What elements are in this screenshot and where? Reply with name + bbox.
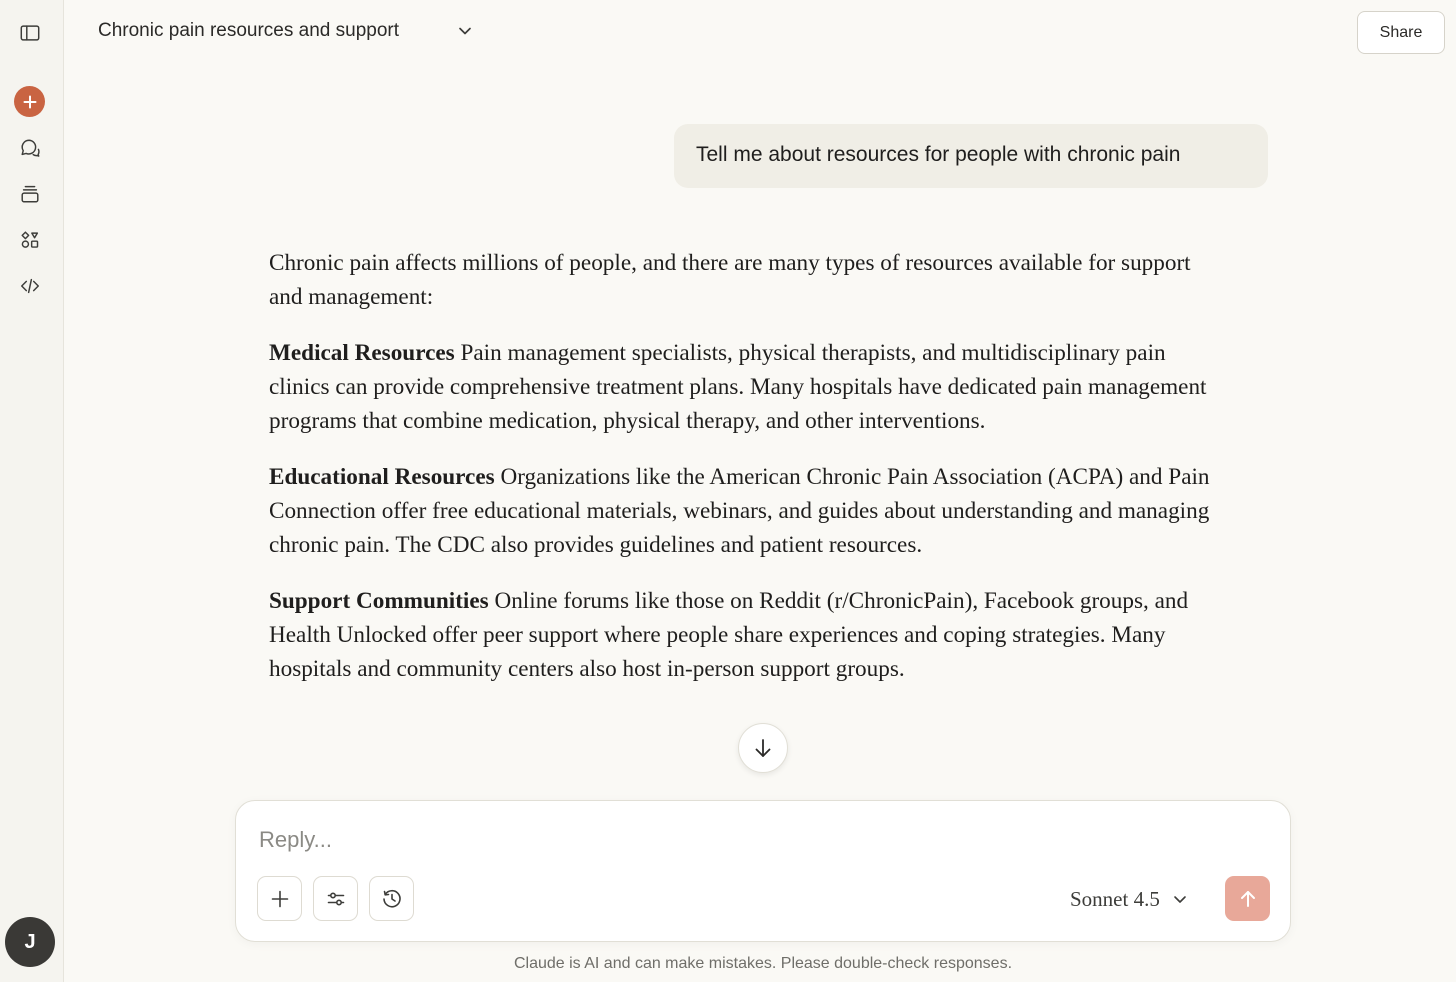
assistant-response	[269, 246, 1229, 708]
reply-input[interactable]	[257, 821, 1161, 859]
section-heading: Medical Resources	[269, 340, 455, 366]
header	[64, 0, 1456, 68]
sidebar-toggle-button[interactable]	[12, 15, 48, 51]
artifacts-icon	[19, 229, 41, 251]
history-button[interactable]	[369, 876, 414, 921]
plus-icon	[269, 888, 291, 910]
share-button[interactable]: Share	[1357, 11, 1445, 54]
section-body: Pain management specialists, physical therapists, and multidisciplinary pain clinics can provide comprehensive treatment plans. Many hospitals have dedicated pain management programs that combine medication, physical therapy, and other interventions.	[269, 340, 1207, 434]
chevron-down-icon	[1172, 891, 1188, 907]
projects-button[interactable]	[12, 176, 48, 212]
user-message: Tell me about resources for people with chronic pain	[674, 124, 1268, 188]
arrow-up-icon	[1238, 889, 1258, 909]
send-button[interactable]	[1225, 876, 1270, 921]
sidebar	[0, 0, 64, 982]
section-body: Organizations like the American Chronic Pain Association (ACPA) and Pain Connection offer free educational materials, webinars, and guides about understanding and managing chronic pain. The CDC also provides guidelines and patient resources.	[269, 464, 1210, 558]
code-button[interactable]	[12, 268, 48, 304]
projects-icon	[19, 183, 41, 205]
avatar[interactable]	[5, 917, 55, 967]
section-heading: Educational Resources	[269, 464, 495, 490]
code-icon	[19, 275, 41, 297]
chevron-down-icon	[456, 22, 474, 40]
new-chat-button[interactable]	[14, 86, 45, 117]
model-selector[interactable]	[1070, 885, 1188, 913]
section-heading: Support Communities	[269, 588, 489, 614]
response-section	[269, 460, 1229, 562]
disclaimer: Claude is AI and can make mistakes. Please double-check responses.	[513, 955, 1013, 972]
section-body: Online forums like those on Reddit (r/ChronicPain), Facebook groups, and Health Unlocked offer peer support where people share experiences and coping strategies. Many hospitals and community centers also host in-person support groups.	[269, 588, 1189, 682]
tools-settings-button[interactable]	[313, 876, 358, 921]
chats-button[interactable]	[12, 130, 48, 166]
response-section	[269, 584, 1229, 686]
add-attachment-button[interactable]	[257, 876, 302, 921]
title-menu-button[interactable]	[456, 22, 474, 40]
arrow-down-icon	[752, 737, 774, 759]
avatar-initial: J	[24, 930, 36, 953]
sliders-icon	[325, 888, 347, 910]
response-intro: Chronic pain affects millions of people, and there are many types of resources available for support and management:	[269, 250, 1191, 310]
response-section	[269, 336, 1229, 438]
artifacts-button[interactable]	[12, 222, 48, 258]
composer	[235, 800, 1291, 942]
model-name: Sonnet 4.5	[1070, 886, 1160, 911]
chats-icon	[19, 137, 41, 159]
sidebar-toggle-icon	[19, 22, 41, 44]
clock-icon	[381, 888, 403, 910]
chat-title[interactable]: Chronic pain resources and support	[98, 20, 400, 41]
scroll-to-bottom-button[interactable]	[738, 723, 788, 773]
plus-icon	[22, 94, 38, 110]
